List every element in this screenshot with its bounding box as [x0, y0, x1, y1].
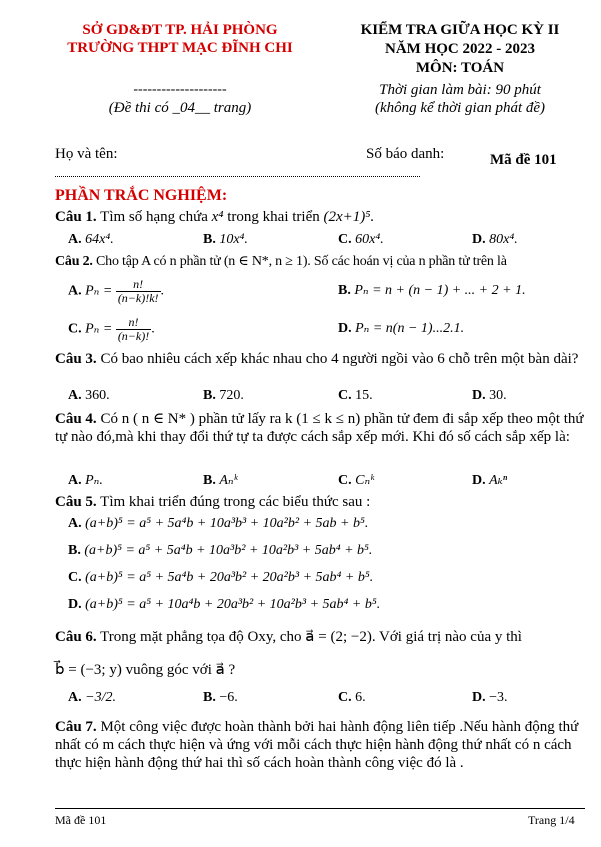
exam-time: Thời gian làm bài: 90 phút	[379, 82, 541, 98]
question-3-label: Câu 3.	[55, 351, 97, 367]
question-3-text: Có bao nhiêu cách xếp khác nhau cho 4 người ngồi vào 6 chỗ trên một bàn dài?	[100, 351, 579, 367]
question-6-line2: b⃗ = (−3; y) vuông góc với a⃗ ?	[55, 662, 236, 678]
question-6-label: Câu 6.	[55, 629, 97, 645]
footer-page-number: Trang 1/4	[528, 813, 575, 827]
question-6	[55, 627, 522, 646]
question-1-expr: (2x+1)⁵.	[323, 209, 375, 225]
q6-option-c[interactable]: C. 6.	[338, 690, 366, 705]
school-name: TRƯỜNG THPT MẠC ĐĨNH CHI	[67, 40, 293, 56]
question-7-label: Câu 7.	[55, 719, 97, 735]
q1-option-a[interactable]: A. 64x⁴.	[68, 232, 114, 247]
q5-option-d[interactable]: D. (a+b)⁵ = a⁵ + 10a⁴b + 20a³b² + 10a²b³ + 5ab⁴ + b⁵.	[68, 597, 381, 612]
question-1-term: x⁴	[211, 209, 224, 225]
q6-option-b[interactable]: B. −6.	[203, 690, 238, 705]
pages-note: (Đề thi có _04__ trang)	[108, 100, 252, 116]
q6-option-d[interactable]: D. −3.	[472, 690, 508, 705]
question-2-text: Cho tập A có n phần tử (n ∈ N*, n ≥ 1). Số các hoán vị của n phần tử trên là	[96, 254, 507, 269]
q3-option-b[interactable]: B. 720.	[203, 388, 244, 403]
subject: MÔN: TOÁN	[415, 60, 505, 76]
exam-code: Mã đề 101	[490, 152, 557, 168]
exam-title: KIỂM TRA GIỮA HỌC KỲ II	[360, 22, 560, 38]
question-4	[55, 410, 585, 446]
q3-option-c[interactable]: C. 15.	[338, 388, 373, 403]
q6-option-a[interactable]: A. −3/2.	[68, 690, 116, 705]
q1-option-b[interactable]: B. 10x⁴.	[203, 232, 248, 247]
question-1	[55, 209, 374, 226]
q5-option-a[interactable]: A. (a+b)⁵ = a⁵ + 5a⁴b + 10a³b³ + 10a²b² + 5ab + b⁵.	[68, 516, 369, 531]
header-dashes: --------------------	[133, 82, 227, 97]
question-5	[55, 494, 370, 511]
section-title: PHẦN TRẮC NGHIỆM:	[55, 187, 228, 204]
question-1-text: Tìm số hạng chứa	[100, 209, 208, 225]
footer-exam-code: Mã đề 101	[55, 813, 107, 827]
footer-divider	[55, 808, 585, 809]
q2-option-b[interactable]: B. Pₙ = n + (n − 1) + ... + 2 + 1.	[338, 283, 526, 298]
q5-option-c[interactable]: C. (a+b)⁵ = a⁵ + 5a⁴b + 20a³b² + 20a²b³ + 5ab⁴ + b⁵.	[68, 570, 374, 585]
question-7	[55, 718, 585, 772]
question-5-label: Câu 5.	[55, 494, 97, 510]
question-1-text2: trong khai triển	[227, 209, 320, 225]
time-note: (không kể thời gian phát đề)	[374, 100, 546, 116]
question-4-label: Câu 4.	[55, 411, 97, 427]
q1-option-d[interactable]: D. 80x⁴.	[472, 232, 518, 247]
q2-option-c[interactable]: C. Pₙ = $\frac{n!}{(n-k)!}$ .	[68, 315, 155, 343]
q4-option-b[interactable]: B. Aₙᵏ	[203, 473, 238, 488]
q4-option-d[interactable]: D. Aₖⁿ	[472, 473, 508, 488]
question-3	[55, 350, 585, 368]
q3-option-d[interactable]: D. 30.	[472, 388, 507, 403]
id-label: Số báo danh:	[366, 146, 445, 162]
q5-option-b[interactable]: B. (a+b)⁵ = a⁵ + 5a⁴b + 10a³b² + 10a²b³ + 5ab⁴ + b⁵.	[68, 543, 373, 558]
q1-option-c[interactable]: C. 60x⁴.	[338, 232, 384, 247]
question-2	[55, 253, 507, 270]
question-4-text: Có n ( n ∈ N* ) phần tử lấy ra k (1 ≤ k ≤ n) phần tử đem đi sắp xếp theo một thứ tự nào đó,mà khi thay đổi thứ tự ta được cách sắp xếp mới. Khi đó số cách sắp xếp là:	[55, 411, 584, 445]
question-6-text: Trong mặt phẳng tọa độ Oxy, cho a⃗ = (2; −2). Với giá trị nào của y thì	[100, 629, 522, 645]
q2-option-a[interactable]: A. Pₙ = $\frac{n!}{(n-k)!k!}$ .	[68, 277, 165, 305]
q3-option-a[interactable]: A. 360.	[68, 388, 110, 403]
question-7-text: Một công việc được hoàn thành bởi hai hành động liên tiếp .Nếu hành động thứ nhất có m cách thực hiện và ứng với mỗi cách thực hiện hành động thứ nhất có n cách thực hiện hành động thứ hai thì số cách hoàn thành công việc đó là .	[55, 719, 579, 771]
department-name: SỞ GD&ĐT TP. HẢI PHÒNG	[82, 22, 278, 38]
name-fill-line	[55, 176, 420, 177]
question-1-label: Câu 1.	[55, 209, 97, 225]
question-2-label: Câu 2.	[55, 254, 93, 269]
q4-option-a[interactable]: A. Pₙ.	[68, 473, 103, 488]
name-label: Họ và tên:	[55, 146, 118, 162]
school-year: NĂM HỌC 2022 - 2023	[385, 41, 535, 57]
q4-option-c[interactable]: C. Cₙᵏ	[338, 473, 375, 488]
q2-option-d[interactable]: D. Pₙ = n(n − 1)...2.1.	[338, 321, 465, 336]
question-5-text: Tìm khai triển đúng trong các biểu thức sau :	[100, 494, 371, 510]
